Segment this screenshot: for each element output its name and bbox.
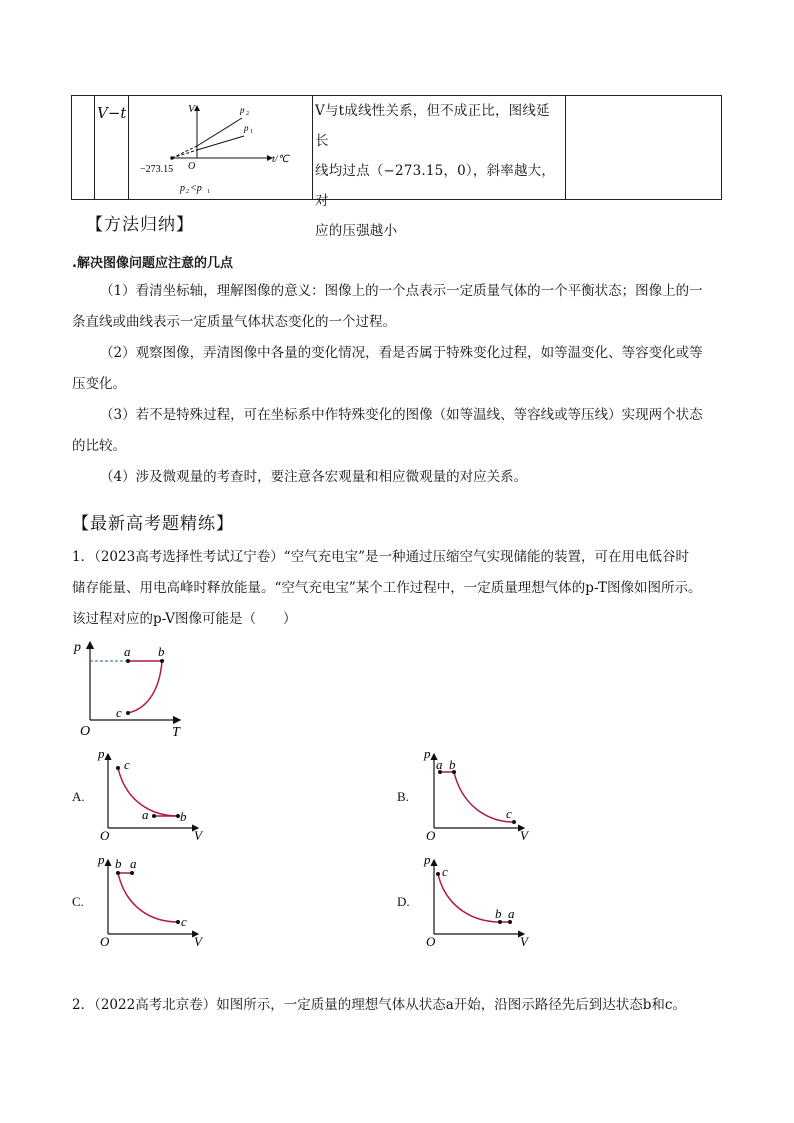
- p2-label: p: [240, 105, 245, 115]
- origin-label: O: [188, 161, 196, 172]
- point: [512, 820, 516, 824]
- option-b-graph[interactable]: [418, 742, 538, 842]
- point-label: a: [142, 807, 149, 822]
- point: [436, 872, 440, 876]
- point-label: b: [115, 856, 122, 871]
- desc-line: 线均过点（−273.15，0），斜率越大，对: [315, 163, 556, 209]
- p-label: p: [424, 852, 431, 867]
- dashed-extension: [172, 146, 197, 158]
- desc-line: 应的压强越小: [315, 223, 398, 239]
- v-label: V: [194, 828, 202, 842]
- b-label: b: [158, 644, 165, 659]
- cond-mid: <p: [190, 183, 202, 194]
- o-label: O: [426, 828, 436, 842]
- point: [116, 871, 120, 875]
- point-label: a: [436, 757, 443, 772]
- option-d-letter[interactable]: D.: [397, 894, 410, 909]
- p1-sub: 1: [250, 129, 253, 135]
- cond-sub2: 2: [186, 189, 189, 195]
- o-label: O: [426, 934, 436, 948]
- point: [130, 871, 134, 875]
- point-label: b: [495, 906, 502, 921]
- method-body: [72, 276, 732, 493]
- p1-label: p: [244, 123, 249, 133]
- exam-heading: 【最新高考题精练】: [72, 514, 234, 534]
- option-d-graph[interactable]: [418, 848, 538, 948]
- point: [116, 766, 120, 770]
- method-item: （1）看清坐标轴，理解图像的意义：图像上的一个点表示一定质量气体的一个平衡状态；图像上的一: [100, 283, 703, 299]
- table-divider: [94, 96, 95, 199]
- point: [152, 814, 156, 818]
- line-p1: [197, 136, 244, 150]
- question-2: 2．（2022高考北京卷）如图所示，一定质量的理想气体从状态a开始，沿图示路径先后到达状态b和c。: [72, 997, 686, 1013]
- point-c: [126, 711, 130, 715]
- question-1: [72, 542, 732, 635]
- axis-v-label: V: [188, 103, 195, 115]
- option-a-graph[interactable]: [92, 742, 212, 842]
- v-label: V: [520, 934, 528, 948]
- dashed-extension: [172, 150, 197, 158]
- option-c-graph[interactable]: [92, 848, 212, 948]
- option-a-letter[interactable]: A.: [72, 789, 85, 804]
- cond-sub1: 1: [207, 189, 210, 195]
- q1-line: 1．（2023高考选择性考试辽宁卷）“空气充电宝”是一种通过压缩空气实现储能的装置，可在用电低谷时: [72, 549, 689, 565]
- point-label: c: [124, 757, 130, 772]
- c-label: c: [116, 705, 122, 720]
- q1-line: 储存能量、用电高峰时释放能量。“空气充电宝”某个工作过程中，一定质量理想气体的p-T图像如图所示。: [72, 580, 702, 596]
- point-a: [126, 659, 130, 663]
- point-label: b: [180, 809, 187, 824]
- table-divider: [128, 96, 129, 199]
- curve: [454, 772, 514, 822]
- cond-p2: p: [180, 183, 185, 194]
- pt-graph: [68, 636, 193, 740]
- point: [176, 920, 180, 924]
- o-label: O: [100, 828, 110, 842]
- row-label: V−t: [97, 104, 127, 122]
- t-label: T: [172, 725, 180, 740]
- p-label: p: [424, 746, 431, 761]
- point-label: b: [449, 757, 456, 772]
- curve-cb: [128, 661, 162, 713]
- method-subtitle: .解决图像问题应注意的几点: [72, 256, 233, 271]
- method-item: 条直线或曲线表示一定质量气体状态变化的一个过程。: [72, 314, 396, 330]
- p-label: p: [98, 746, 105, 761]
- vt-graph: [132, 98, 310, 198]
- method-item: 的比较。: [72, 438, 126, 454]
- p-label: p: [74, 640, 81, 655]
- axis-t-label: t/℃: [272, 154, 289, 165]
- method-heading: 【方法归纳】: [86, 215, 194, 235]
- line-p2: [197, 118, 242, 146]
- intercept-point: [170, 156, 174, 160]
- row-description: [315, 96, 563, 246]
- point-label: a: [508, 906, 515, 921]
- point-label: c: [181, 914, 187, 929]
- method-item: 压变化。: [72, 376, 126, 392]
- intercept-label: −273.15: [140, 164, 174, 175]
- method-item: （2）观察图像，弄清图像中各量的变化情况，看是否属于特殊变化过程，如等温变化、等容变化或等: [100, 345, 703, 361]
- v-label: V: [194, 934, 202, 948]
- option-c-letter[interactable]: C.: [72, 894, 84, 909]
- p-label: p: [98, 852, 105, 867]
- point-label: a: [130, 856, 137, 871]
- table-divider: [565, 96, 566, 199]
- curve: [118, 873, 178, 922]
- table-divider: [312, 96, 313, 199]
- point-label: c: [506, 806, 512, 821]
- point-label: c: [442, 864, 448, 879]
- desc-line: V与t成线性关系，但不成正比，图线延长: [315, 103, 550, 149]
- method-item: （4）涉及微观量的考查时，要注意各宏观量和相应微观量的对应关系。: [100, 469, 528, 485]
- v-label: V: [520, 828, 528, 842]
- curve: [438, 874, 500, 922]
- option-b-letter[interactable]: B.: [397, 789, 409, 804]
- point-b: [160, 659, 164, 663]
- q1-line: 该过程对应的p-V图像可能是（ ）: [72, 611, 297, 627]
- method-item: （3）若不是特殊过程，可在坐标系中作特殊变化的图像（如等温线、等容线或等压线）实现两个状态: [100, 407, 703, 423]
- a-label: a: [124, 644, 131, 659]
- o-label: O: [80, 724, 91, 739]
- p2-sub: 2: [246, 111, 249, 117]
- o-label: O: [100, 934, 110, 948]
